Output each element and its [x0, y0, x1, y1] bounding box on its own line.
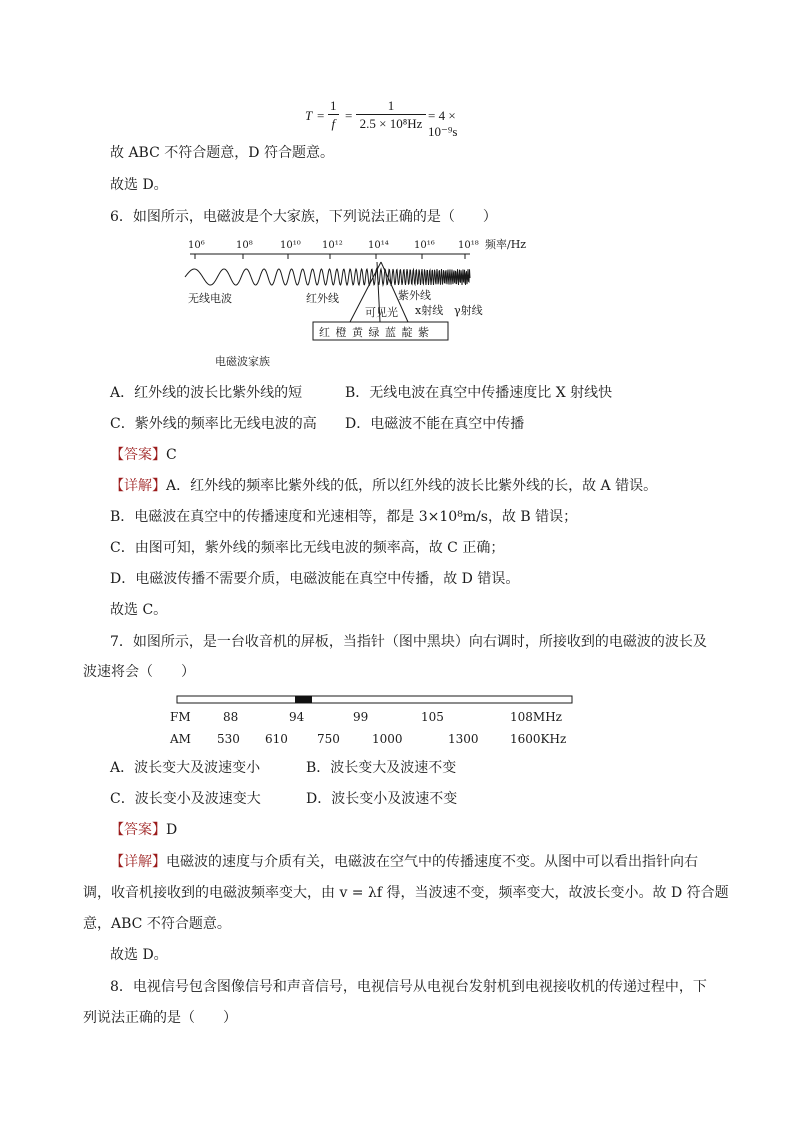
detail-text: A．红外线的频率比紫外线的低，所以红外线的波长比紫外线的长，故 A 错误。 [166, 478, 658, 494]
freq-tick-label: 10⁸ [236, 240, 253, 251]
detail-text: 电磁波的速度与介质有关，电磁波在空气中的传播速度不变。从图中可以看出指针向右 [166, 854, 698, 870]
detail-tag: 【详解】 [110, 854, 166, 870]
answer-tag: 【答案】 [110, 447, 166, 463]
q6-choice: 故选 C。 [110, 602, 168, 618]
q7-stem-line2: 波速将会（ ） [83, 664, 195, 680]
am-value: 1600KHz [510, 732, 567, 746]
answer-tag: 【答案】 [110, 822, 166, 838]
q6-option-a: A．红外线的波长比紫外线的短 [110, 385, 303, 401]
q5-choice: 故选 D。 [110, 177, 168, 193]
q6-option-b: B．无线电波在真空中传播速度比 X 射线快 [345, 385, 613, 401]
fm-value: 94 [289, 710, 305, 724]
am-label: AM [170, 732, 191, 746]
fm-value: 105 [421, 710, 444, 724]
freq-tick-label: 10¹⁴ [368, 240, 389, 251]
formula-frac1: $\frac{1}{f}$ [330, 98, 337, 131]
fm-value: 99 [353, 710, 369, 724]
q6-stem: 6．如图所示，电磁波是个大家族，下列说法正确的是（ ） [110, 209, 497, 225]
label-ultraviolet: 紫外线 [398, 289, 431, 302]
q7-option-b: B．波长变大及波速不变 [306, 760, 457, 776]
am-value: 610 [265, 732, 288, 746]
em-wave [185, 269, 470, 285]
freq-tick-label: 10⁶ [188, 240, 205, 251]
em-spectrum-figure [170, 232, 550, 372]
detail-tag: 【详解】 [110, 478, 166, 494]
formula-frac2: $\frac{1}{\text{2.5 × 10⁸Hz}}$ [356, 98, 426, 133]
fm-value: 108MHz [510, 710, 562, 724]
answer-value: D [166, 822, 178, 838]
figure-caption: 电磁波家族 [215, 355, 270, 368]
q6-option-c: C．紫外线的频率比无线电波的高 [110, 416, 317, 432]
label-visible: 可见光 [365, 306, 398, 319]
freq-tick-label: 10¹⁰ [280, 240, 301, 251]
q7-stem-line1: 7．如图所示，是一台收音机的屏板，当指针（图中黑块）向右调时，所接收到的电磁波的波长及 [110, 634, 707, 650]
answer-value: C [166, 447, 177, 463]
q7-detail-line2: 调，收音机接收到的电磁波频率变大，由 v = λf 得，当波速不变，频率变大，故波长变小。故 D 符合题 [83, 885, 729, 901]
label-infrared: 红外线 [306, 292, 339, 305]
am-value: 1000 [372, 732, 403, 746]
q7-detail-line1 [110, 852, 698, 872]
q8-stem-line1: 8．电视信号包含图像信号和声音信号，电视信号从电视台发射机到电视接收机的传递过程中，下 [110, 979, 707, 995]
label-xray: x射线 [415, 304, 444, 317]
dial-pointer [295, 696, 312, 703]
freq-tick-label: 10¹² [322, 240, 343, 251]
fm-value: 88 [223, 710, 239, 724]
formula-eq2: = [345, 108, 353, 123]
radio-dial-figure [165, 692, 585, 752]
q8-stem-line2: 列说法正确的是（ ） [83, 1010, 237, 1026]
formula-lhs: T [305, 108, 313, 123]
q6-detail-c: C．由图可知，紫外线的频率比无线电波的频率高，故 C 正确； [110, 540, 505, 556]
label-gamma: γ射线 [454, 304, 483, 317]
q7-detail-line3: 意，ABC 不符合题意。 [83, 916, 231, 932]
q6-detail-b: B．电磁波在真空中的传播速度和光速相等，都是 3×10⁸m/s，故 B 错误； [110, 509, 578, 525]
q7-option-d: D．波长变小及波速不变 [306, 791, 458, 807]
formula-eq1: = [317, 108, 325, 123]
q6-detail-a [110, 476, 657, 496]
q7-option-a: A．波长变大及波速变小 [110, 760, 261, 776]
freq-tick-label: 10¹⁸ [458, 240, 479, 251]
q7-option-c: C．波长变小及波速变大 [110, 791, 261, 807]
q7-answer [110, 820, 177, 840]
freq-tick-label: 10¹⁶ [414, 240, 435, 251]
q6-answer [110, 445, 177, 465]
q5-conclusion: 故 ABC 不符合题意，D 符合题意。 [110, 145, 334, 161]
label-radio: 无线电波 [188, 292, 232, 305]
q6-option-d: D．电磁波不能在真空中传播 [345, 416, 525, 432]
visible-spectrum-colors: 红 橙 黄 绿 蓝 靛 紫 [319, 326, 430, 339]
q6-detail-d: D．电磁波传播不需要介质，电磁波能在真空中传播，故 D 错误。 [110, 571, 520, 587]
fm-label: FM [170, 710, 191, 724]
am-value: 530 [217, 732, 240, 746]
dial-bar [177, 696, 572, 703]
am-value: 750 [317, 732, 340, 746]
formula-result: = 4 × 10⁻⁹s [428, 108, 458, 139]
am-value: 1300 [448, 732, 479, 746]
q7-choice: 故选 D。 [110, 947, 168, 963]
freq-unit: 频率/Hz [485, 238, 527, 251]
